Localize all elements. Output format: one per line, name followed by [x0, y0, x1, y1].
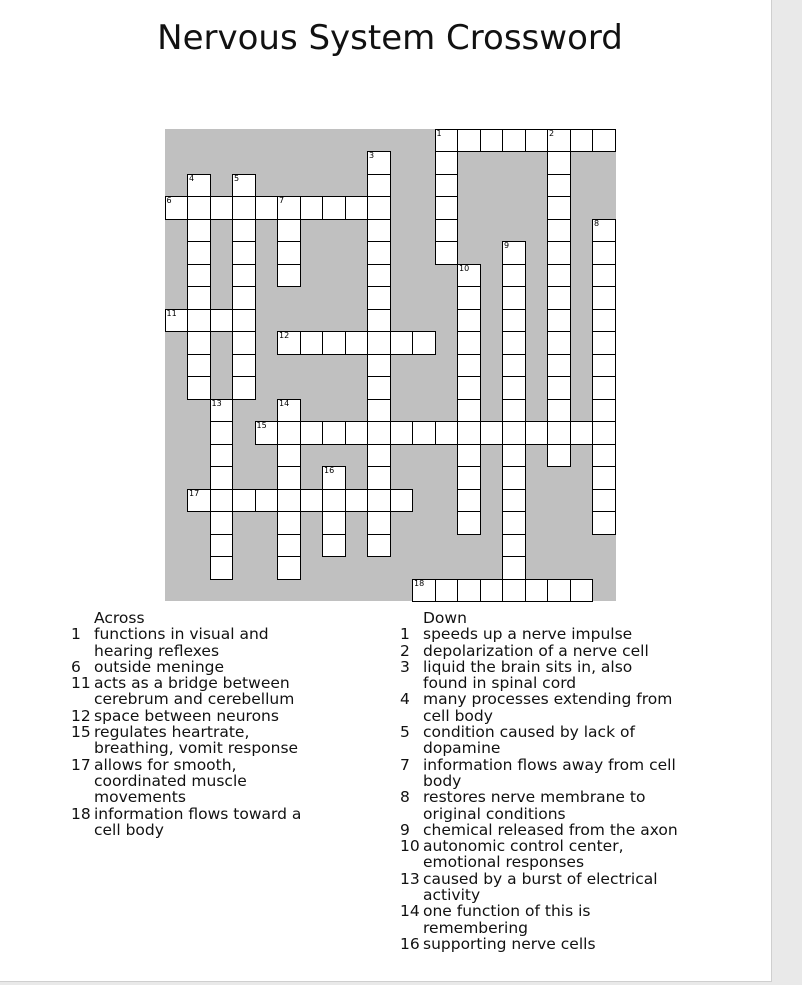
grid-cell[interactable]: [277, 331, 301, 355]
grid-cell[interactable]: [277, 399, 301, 423]
grid-cell[interactable]: [502, 466, 526, 490]
clue-number: 2: [400, 641, 410, 660]
grid-cell[interactable]: [592, 264, 616, 288]
grid-cell[interactable]: [367, 196, 391, 220]
grid-cell[interactable]: [502, 241, 526, 265]
grid-cell[interactable]: [367, 331, 391, 355]
grid-cell[interactable]: [592, 286, 616, 310]
grid-cell[interactable]: [592, 489, 616, 513]
grid-cell[interactable]: [525, 579, 549, 603]
cell-number: 3: [369, 151, 375, 160]
grid-cell[interactable]: [367, 309, 391, 333]
grid-cell[interactable]: [547, 129, 571, 153]
clue-text: information flows toward a cell body: [94, 804, 302, 839]
down-clue: [390, 871, 680, 904]
grid-cell[interactable]: [210, 466, 234, 490]
clue-text: many processes extending from cell body: [423, 690, 673, 725]
grid-cell[interactable]: [502, 286, 526, 310]
grid-cell[interactable]: [277, 196, 301, 220]
across-clue: [61, 757, 331, 806]
grid-cell[interactable]: [592, 219, 616, 243]
clue-number: 18: [71, 804, 91, 823]
grid-cell[interactable]: [502, 376, 526, 400]
grid-cell[interactable]: [322, 511, 346, 535]
grid-cell[interactable]: [345, 196, 369, 220]
grid-cell[interactable]: [367, 489, 391, 513]
grid-cell[interactable]: [367, 444, 391, 468]
down-clue: [390, 659, 680, 692]
grid-cell[interactable]: [502, 421, 526, 445]
grid-cell[interactable]: [457, 376, 481, 400]
grid-cell[interactable]: [435, 196, 459, 220]
down-clue: [390, 691, 680, 724]
grid-cell[interactable]: [435, 421, 459, 445]
grid-cell[interactable]: [502, 511, 526, 535]
grid-cell[interactable]: [255, 489, 279, 513]
clue-text: chemical released from the axon: [423, 820, 678, 839]
grid-cell[interactable]: [232, 241, 256, 265]
grid-cell[interactable]: [502, 556, 526, 580]
grid-cell[interactable]: [457, 466, 481, 490]
grid-cell[interactable]: [592, 444, 616, 468]
grid-cell[interactable]: [300, 489, 324, 513]
cell-number: 17: [189, 488, 200, 498]
grid-cell[interactable]: [322, 331, 346, 355]
clue-text: caused by a burst of electrical activity: [423, 869, 658, 905]
grid-cell[interactable]: [502, 309, 526, 333]
grid-cell[interactable]: [435, 219, 459, 243]
clue-number: 3: [400, 657, 410, 676]
grid-cell[interactable]: [300, 196, 324, 220]
across-clue: [61, 724, 331, 757]
grid-cell[interactable]: [502, 399, 526, 423]
grid-cell[interactable]: [390, 331, 414, 355]
grid-cell[interactable]: [277, 511, 301, 535]
clue-number: 13: [400, 869, 420, 888]
down-clue: [390, 936, 680, 952]
clue-number: 12: [71, 706, 91, 725]
grid-cell[interactable]: [232, 219, 256, 243]
grid-cell[interactable]: [210, 511, 234, 535]
grid-cell[interactable]: [547, 196, 571, 220]
cell-number: 4: [189, 173, 195, 183]
grid-cell[interactable]: [547, 151, 571, 175]
clue-text: autonomic control center, emotional responses: [423, 837, 624, 872]
grid-cell[interactable]: [187, 286, 211, 310]
grid-cell[interactable]: [367, 466, 391, 490]
grid-cell[interactable]: [187, 241, 211, 265]
grid-cell[interactable]: [322, 534, 346, 558]
grid-cell[interactable]: [547, 241, 571, 265]
cell-number: 2: [549, 128, 555, 138]
clue-number: 1: [400, 625, 410, 644]
down-clue: [390, 757, 680, 790]
grid-cell[interactable]: [367, 241, 391, 265]
grid-cell[interactable]: [435, 151, 459, 175]
grid-cell[interactable]: [570, 579, 594, 603]
cell-number: 13: [211, 398, 222, 408]
grid-cell[interactable]: [210, 399, 234, 423]
grid-cell[interactable]: [502, 444, 526, 468]
grid-cell[interactable]: [457, 444, 481, 468]
grid-cell[interactable]: [277, 489, 301, 513]
clue-number: 11: [71, 674, 91, 693]
grid-cell[interactable]: [547, 399, 571, 423]
down-clue: [390, 838, 680, 871]
grid-cell[interactable]: [457, 286, 481, 310]
clue-text: supporting nerve cells: [423, 934, 596, 953]
grid-cell[interactable]: [187, 376, 211, 400]
cell-number: 7: [279, 196, 285, 205]
grid-cell[interactable]: [210, 421, 234, 445]
grid-cell[interactable]: [390, 489, 414, 513]
grid-cell[interactable]: [592, 241, 616, 265]
grid-cell[interactable]: [435, 579, 459, 603]
grid-cell[interactable]: [502, 534, 526, 558]
grid-cell[interactable]: [210, 534, 234, 558]
grid-cell[interactable]: [570, 421, 594, 445]
grid-cell[interactable]: [367, 151, 391, 175]
clue-number: 15: [71, 723, 91, 742]
grid-cell[interactable]: [412, 331, 436, 355]
grid-cell[interactable]: [165, 196, 189, 220]
grid-cell[interactable]: [277, 421, 301, 445]
grid-cell[interactable]: [232, 376, 256, 400]
cell-number: 10: [459, 263, 470, 273]
clue-number: 17: [71, 755, 91, 774]
grid-cell[interactable]: [502, 579, 526, 603]
clue-text: one function of this is remembering: [423, 902, 591, 937]
clue-text: space between neurons: [94, 706, 279, 725]
across-clues: [61, 610, 331, 838]
grid-cell[interactable]: [187, 174, 211, 198]
clue-text: depolarization of a nerve cell: [423, 641, 649, 660]
grid-cell[interactable]: [480, 579, 504, 603]
grid-cell[interactable]: [457, 421, 481, 445]
grid-cell[interactable]: [300, 421, 324, 445]
grid-cell[interactable]: [547, 219, 571, 243]
grid-cell[interactable]: [457, 489, 481, 513]
cell-number: 12: [279, 331, 290, 340]
cell-number: 9: [504, 241, 510, 250]
grid-cell[interactable]: [547, 421, 571, 445]
clue-text: condition caused by lack of dopamine: [423, 723, 635, 758]
clue-text: speeds up a nerve impulse: [423, 625, 633, 644]
grid-cell[interactable]: [232, 354, 256, 378]
clue-number: 7: [400, 755, 410, 774]
grid-cell[interactable]: [592, 331, 616, 355]
grid-cell[interactable]: [367, 534, 391, 558]
clue-text: information flows away from cell body: [423, 755, 676, 790]
grid-cell[interactable]: [277, 534, 301, 558]
grid-cell[interactable]: [367, 286, 391, 310]
grid-cell[interactable]: [367, 399, 391, 423]
grid-cell[interactable]: [367, 174, 391, 198]
grid-cell[interactable]: [457, 511, 481, 535]
grid-cell[interactable]: [547, 264, 571, 288]
grid-cell[interactable]: [592, 511, 616, 535]
grid-cell[interactable]: [457, 579, 481, 603]
grid-cell[interactable]: [277, 219, 301, 243]
grid-cell[interactable]: [412, 421, 436, 445]
grid-cell[interactable]: [277, 466, 301, 490]
grid-cell[interactable]: [592, 376, 616, 400]
grid-cell[interactable]: [570, 129, 594, 153]
grid-cell[interactable]: [592, 421, 616, 445]
grid-cell[interactable]: [457, 331, 481, 355]
grid-cell[interactable]: [592, 129, 616, 153]
grid-cell[interactable]: [592, 466, 616, 490]
grid-cell[interactable]: [187, 489, 211, 513]
grid-cell[interactable]: [547, 331, 571, 355]
grid-cell[interactable]: [367, 219, 391, 243]
grid-cell[interactable]: [367, 264, 391, 288]
grid-cell[interactable]: [187, 354, 211, 378]
grid-cell[interactable]: [232, 286, 256, 310]
grid-cell[interactable]: [592, 354, 616, 378]
grid-cell[interactable]: [210, 309, 234, 333]
down-clue: [390, 903, 680, 936]
grid-cell[interactable]: [232, 309, 256, 333]
down-clue: [390, 789, 680, 822]
crossword-grid: [165, 129, 616, 601]
grid-cell[interactable]: [547, 354, 571, 378]
grid-cell[interactable]: [187, 309, 211, 333]
grid-cell[interactable]: [322, 489, 346, 513]
grid-cell[interactable]: [547, 309, 571, 333]
clue-number: 6: [71, 657, 81, 676]
grid-cell[interactable]: [457, 264, 481, 288]
grid-cell[interactable]: [277, 444, 301, 468]
grid-cell[interactable]: [592, 399, 616, 423]
clue-text: allows for smooth, coordinated muscle movements: [94, 755, 247, 807]
grid-cell[interactable]: [322, 466, 346, 490]
clue-number: 14: [400, 902, 420, 921]
grid-cell[interactable]: [187, 264, 211, 288]
grid-cell[interactable]: [480, 129, 504, 153]
grid-cell[interactable]: [457, 309, 481, 333]
clue-text: outside meninge: [94, 657, 225, 676]
grid-cell[interactable]: [502, 489, 526, 513]
across-clue: [61, 708, 331, 724]
grid-cell[interactable]: [547, 286, 571, 310]
grid-cell[interactable]: [187, 219, 211, 243]
clue-number: 8: [400, 788, 410, 807]
down-heading: Down: [423, 609, 467, 627]
grid-cell[interactable]: [210, 444, 234, 468]
cell-number: 15: [256, 421, 267, 430]
grid-cell[interactable]: [232, 331, 256, 355]
grid-cell[interactable]: [165, 309, 189, 333]
grid-cell[interactable]: [502, 129, 526, 153]
grid-cell[interactable]: [412, 579, 436, 603]
grid-cell[interactable]: [390, 421, 414, 445]
grid-cell[interactable]: [345, 489, 369, 513]
clue-number: 10: [400, 837, 420, 856]
grid-cell[interactable]: [367, 354, 391, 378]
cell-number: 6: [166, 196, 172, 205]
grid-cell[interactable]: [367, 421, 391, 445]
grid-cell[interactable]: [457, 399, 481, 423]
grid-cell[interactable]: [345, 331, 369, 355]
grid-cell[interactable]: [277, 556, 301, 580]
grid-cell[interactable]: [187, 196, 211, 220]
grid-cell[interactable]: [547, 579, 571, 603]
grid-cell[interactable]: [435, 174, 459, 198]
page-title: Nervous System Crossword: [157, 18, 623, 58]
grid-cell[interactable]: [255, 196, 279, 220]
cell-number: 8: [594, 218, 600, 228]
grid-cell[interactable]: [435, 129, 459, 153]
grid-cell[interactable]: [210, 196, 234, 220]
grid-cell[interactable]: [300, 331, 324, 355]
clue-text: restores nerve membrane to original conditions: [423, 788, 646, 823]
grid-cell[interactable]: [547, 174, 571, 198]
grid-cell[interactable]: [322, 196, 346, 220]
grid-cell[interactable]: [592, 309, 616, 333]
grid-cell[interactable]: [525, 421, 549, 445]
grid-cell[interactable]: [187, 331, 211, 355]
grid-cell[interactable]: [435, 241, 459, 265]
grid-cell[interactable]: [232, 174, 256, 198]
down-clue: [390, 724, 680, 757]
grid-cell[interactable]: [277, 241, 301, 265]
clue-number: 1: [71, 625, 81, 644]
clue-text: functions in visual and hearing reflexes: [94, 625, 269, 660]
cell-number: 16: [324, 466, 335, 475]
grid-cell[interactable]: [457, 129, 481, 153]
grid-cell[interactable]: [480, 421, 504, 445]
grid-cell[interactable]: [322, 421, 346, 445]
cell-number: 5: [234, 173, 240, 183]
grid-cell[interactable]: [367, 376, 391, 400]
across-heading: Across: [94, 609, 145, 627]
grid-cell[interactable]: [255, 421, 279, 445]
grid-cell[interactable]: [547, 444, 571, 468]
across-clue: [61, 659, 331, 675]
grid-cell[interactable]: [232, 489, 256, 513]
down-clue: [390, 643, 680, 659]
clue-number: 9: [400, 820, 410, 839]
down-clue: [390, 626, 680, 642]
clue-text: regulates heartrate, breathing, vomit response: [94, 723, 299, 758]
grid-cell[interactable]: [547, 376, 571, 400]
across-clue: [61, 626, 331, 659]
grid-cell[interactable]: [457, 354, 481, 378]
cell-number: 11: [166, 308, 177, 318]
down-clues: [390, 610, 680, 952]
grid-cell[interactable]: [345, 421, 369, 445]
clue-text: acts as a bridge between cerebrum and cerebellum: [94, 674, 295, 709]
cell-number: 1: [436, 128, 442, 138]
grid-cell[interactable]: [232, 264, 256, 288]
grid-cell[interactable]: [502, 331, 526, 355]
across-clue: [61, 675, 331, 708]
clue-text: liquid the brain sits in, also found in spinal cord: [423, 657, 633, 693]
down-clue: [390, 822, 680, 838]
grid-cell[interactable]: [232, 196, 256, 220]
grid-cell[interactable]: [525, 129, 549, 153]
across-clue: [61, 806, 331, 839]
cell-number: 18: [414, 578, 425, 588]
cell-number: 14: [279, 398, 290, 408]
grid-cell[interactable]: [367, 511, 391, 535]
clue-number: 4: [400, 690, 410, 709]
grid-cell[interactable]: [210, 489, 234, 513]
clue-number: 16: [400, 934, 420, 953]
grid-cell[interactable]: [277, 264, 301, 288]
grid-cell[interactable]: [502, 354, 526, 378]
grid-cell[interactable]: [502, 264, 526, 288]
grid-cell[interactable]: [210, 556, 234, 580]
clue-number: 5: [400, 723, 410, 742]
